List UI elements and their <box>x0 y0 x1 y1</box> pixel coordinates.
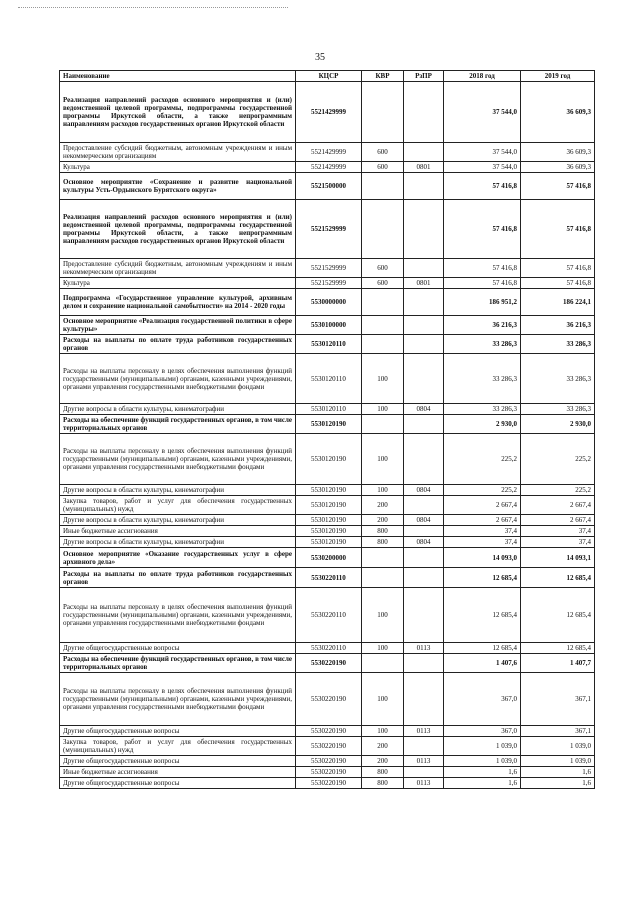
cell-2019: 36 609,3 <box>521 82 595 143</box>
header-2019: 2019 год <box>521 71 595 82</box>
header-rzpr: РзПР <box>404 71 444 82</box>
cell-name: Другие общегосударственные вопросы <box>60 726 296 737</box>
cell-rzpr <box>404 673 444 726</box>
cell-2019: 1,6 <box>521 778 595 789</box>
cell-name: Предоставление субсидий бюджетным, автономным учреждениям и иным некоммерческим организациям <box>60 143 296 162</box>
table-row <box>60 173 595 200</box>
cell-kcsr: 5530120110 <box>296 404 362 415</box>
cell-kcsr: 5521429999 <box>296 162 362 173</box>
cell-2018: 57 416,8 <box>444 278 521 289</box>
cell-2019: 33 286,3 <box>521 335 595 354</box>
cell-name: Расходы на обеспечение функций государственных органов, в том числе территориальных органов <box>60 654 296 673</box>
cell-name: Культура <box>60 278 296 289</box>
cell-name: Другие вопросы в области культуры, кинематографии <box>60 515 296 526</box>
cell-name: Другие общегосударственные вопросы <box>60 643 296 654</box>
cell-2019: 57 416,8 <box>521 278 595 289</box>
cell-2019: 367,1 <box>521 673 595 726</box>
cell-rzpr <box>404 173 444 200</box>
table-row <box>60 316 595 335</box>
cell-name: Закупка товаров, работ и услуг для обеспечения государственных (муниципальных) нужд <box>60 496 296 515</box>
cell-kvr: 100 <box>362 485 404 496</box>
cell-2018: 57 416,8 <box>444 173 521 200</box>
table-row <box>60 335 595 354</box>
cell-name: Другие вопросы в области культуры, кинематографии <box>60 537 296 548</box>
cell-2018: 2 667,4 <box>444 496 521 515</box>
cell-kvr <box>362 415 404 434</box>
cell-kvr: 200 <box>362 515 404 526</box>
cell-kvr: 100 <box>362 434 404 485</box>
cell-kvr: 100 <box>362 354 404 404</box>
cell-rzpr <box>404 588 444 643</box>
cell-2019: 2 930,0 <box>521 415 595 434</box>
cell-kvr <box>362 289 404 316</box>
cell-2018: 37 544,0 <box>444 143 521 162</box>
cell-kcsr: 5521429999 <box>296 143 362 162</box>
cell-kvr: 100 <box>362 726 404 737</box>
table-row <box>60 673 595 726</box>
cell-2019: 2 667,4 <box>521 515 595 526</box>
cell-2018: 2 667,4 <box>444 515 521 526</box>
cell-rzpr <box>404 316 444 335</box>
cell-2018: 37,4 <box>444 526 521 537</box>
cell-kvr: 800 <box>362 778 404 789</box>
cell-kcsr: 5530220190 <box>296 673 362 726</box>
cell-2019: 57 416,8 <box>521 200 595 259</box>
table-row <box>60 259 595 278</box>
cell-kvr <box>362 173 404 200</box>
cell-kvr: 100 <box>362 643 404 654</box>
cell-rzpr <box>404 654 444 673</box>
cell-kcsr: 5530120110 <box>296 354 362 404</box>
cell-rzpr <box>404 496 444 515</box>
cell-2018: 37,4 <box>444 537 521 548</box>
cell-kcsr: 5530120190 <box>296 515 362 526</box>
cell-2019: 367,1 <box>521 726 595 737</box>
cell-rzpr <box>404 434 444 485</box>
cell-rzpr: 0113 <box>404 756 444 767</box>
cell-rzpr: 0804 <box>404 537 444 548</box>
cell-kcsr: 5530220190 <box>296 726 362 737</box>
cell-kcsr: 5530200000 <box>296 548 362 568</box>
cell-kcsr: 5530120190 <box>296 485 362 496</box>
cell-kvr: 200 <box>362 496 404 515</box>
cell-kvr <box>362 654 404 673</box>
cell-2018: 33 286,3 <box>444 354 521 404</box>
cell-kvr: 600 <box>362 278 404 289</box>
page-number: 35 <box>315 52 325 63</box>
cell-kcsr: 5530220190 <box>296 654 362 673</box>
cell-2019: 12 685,4 <box>521 643 595 654</box>
table-row <box>60 415 595 434</box>
cell-rzpr <box>404 143 444 162</box>
cell-rzpr <box>404 526 444 537</box>
table-row <box>60 726 595 737</box>
table-row <box>60 588 595 643</box>
table-row <box>60 548 595 568</box>
cell-kcsr: 5530120190 <box>296 526 362 537</box>
table-row <box>60 289 595 316</box>
cell-name: Расходы на выплаты персоналу в целях обеспечения выполнения функций государственными (муниципальными) органами, казенными учреждениями, органами управления государственными внебюджетными фондами <box>60 673 296 726</box>
cell-rzpr <box>404 354 444 404</box>
cell-rzpr: 0113 <box>404 726 444 737</box>
cell-kvr: 100 <box>362 588 404 643</box>
cell-2019: 1,6 <box>521 767 595 778</box>
cell-2018: 33 286,3 <box>444 404 521 415</box>
cell-kcsr: 5530120110 <box>296 335 362 354</box>
cell-name: Другие вопросы в области культуры, кинематографии <box>60 404 296 415</box>
cell-name: Закупка товаров, работ и услуг для обеспечения государственных (муниципальных) нужд <box>60 737 296 756</box>
cell-rzpr <box>404 767 444 778</box>
cell-name: Расходы на выплаты персоналу в целях обеспечения выполнения функций государственными (муниципальными) органами, казенными учреждениями, органами управления государственными внебюджетными фондами <box>60 354 296 404</box>
cell-kcsr: 5530220190 <box>296 767 362 778</box>
cell-kvr <box>362 316 404 335</box>
table-row <box>60 778 595 789</box>
cell-name: Основное мероприятие «Оказание государственных услуг в сфере архивного дела» <box>60 548 296 568</box>
table-row <box>60 404 595 415</box>
cell-name: Реализация направлений расходов основного мероприятия и (или) ведомственной целевой программы, подпрограммы государственной программы Иркутской области, а также непрограммным направлениям расходов государственных органов Иркутской области <box>60 82 296 143</box>
cell-kcsr: 5521429999 <box>296 82 362 143</box>
cell-rzpr <box>404 335 444 354</box>
cell-rzpr <box>404 737 444 756</box>
table-row <box>60 767 595 778</box>
cell-rzpr: 0801 <box>404 278 444 289</box>
table-row <box>60 537 595 548</box>
cell-rzpr <box>404 289 444 316</box>
cell-2019: 14 093,1 <box>521 548 595 568</box>
cell-kvr <box>362 335 404 354</box>
cell-2019: 2 667,4 <box>521 496 595 515</box>
header-kvr: КВР <box>362 71 404 82</box>
cell-name: Основное мероприятие «Реализация государственной политики в сфере культуры» <box>60 316 296 335</box>
cell-name: Культура <box>60 162 296 173</box>
cell-kvr: 600 <box>362 143 404 162</box>
cell-2018: 12 685,4 <box>444 588 521 643</box>
header-name: Наименование <box>60 71 296 82</box>
cell-kcsr: 5530220190 <box>296 737 362 756</box>
table-row <box>60 737 595 756</box>
cell-2019: 1 039,0 <box>521 737 595 756</box>
cell-2019: 33 286,3 <box>521 404 595 415</box>
cell-2019: 225,2 <box>521 485 595 496</box>
cell-name: Расходы на выплаты по оплате труда работников государственных органов <box>60 568 296 588</box>
cell-2018: 12 685,4 <box>444 568 521 588</box>
cell-rzpr: 0804 <box>404 515 444 526</box>
cell-2019: 225,2 <box>521 434 595 485</box>
cell-name: Расходы на выплаты персоналу в целях обеспечения выполнения функций государственными (муниципальными) органами, казенными учреждениями, органами управления государственными внебюджетными фондами <box>60 588 296 643</box>
cell-kcsr: 5530120190 <box>296 537 362 548</box>
header-kcsr: КЦСР <box>296 71 362 82</box>
table-row <box>60 278 595 289</box>
cell-kcsr: 5530100000 <box>296 316 362 335</box>
cell-2018: 36 216,3 <box>444 316 521 335</box>
cell-kcsr: 5530120190 <box>296 496 362 515</box>
cell-2019: 37,4 <box>521 526 595 537</box>
cell-2019: 57 416,8 <box>521 259 595 278</box>
cell-name: Расходы на выплаты персоналу в целях обеспечения выполнения функций государственными (муниципальными) органами, казенными учреждениями, органами управления государственными внебюджетными фондами <box>60 434 296 485</box>
cell-kvr: 100 <box>362 404 404 415</box>
cell-rzpr: 0804 <box>404 404 444 415</box>
table-row <box>60 354 595 404</box>
cell-kvr <box>362 82 404 143</box>
cell-kvr: 600 <box>362 162 404 173</box>
cell-2018: 2 930,0 <box>444 415 521 434</box>
cell-kcsr: 5530000000 <box>296 289 362 316</box>
cell-kcsr: 5521529999 <box>296 200 362 259</box>
cell-2019: 12 685,4 <box>521 588 595 643</box>
cell-name: Основное мероприятие «Сохранение и развитие национальной культуры Усть-Ордынского Бурятского округа» <box>60 173 296 200</box>
table-body <box>60 82 595 789</box>
cell-kvr: 800 <box>362 767 404 778</box>
cell-2019: 36 609,3 <box>521 162 595 173</box>
cell-2019: 36 609,3 <box>521 143 595 162</box>
cell-2019: 33 286,3 <box>521 354 595 404</box>
cell-2019: 1 407,7 <box>521 654 595 673</box>
table-row <box>60 643 595 654</box>
table-row <box>60 654 595 673</box>
cell-name: Иные бюджетные ассигнования <box>60 767 296 778</box>
cell-kcsr: 5530120190 <box>296 434 362 485</box>
table-row <box>60 434 595 485</box>
cell-2018: 1 039,0 <box>444 737 521 756</box>
table-row <box>60 515 595 526</box>
table-row <box>60 143 595 162</box>
cell-rzpr <box>404 82 444 143</box>
cell-rzpr <box>404 548 444 568</box>
cell-2018: 1,6 <box>444 767 521 778</box>
cell-2019: 12 685,4 <box>521 568 595 588</box>
cell-kvr: 200 <box>362 737 404 756</box>
cell-kcsr: 5530220110 <box>296 568 362 588</box>
cell-kcsr: 5530220190 <box>296 756 362 767</box>
table-row <box>60 568 595 588</box>
cell-kvr: 600 <box>362 259 404 278</box>
budget-table <box>59 70 594 789</box>
cell-name: Предоставление субсидий бюджетным, автономным учреждениям и иным некоммерческим организациям <box>60 259 296 278</box>
cell-kcsr: 5521529999 <box>296 259 362 278</box>
table-row <box>60 496 595 515</box>
cell-rzpr <box>404 259 444 278</box>
cell-2019: 1 039,0 <box>521 756 595 767</box>
table-row <box>60 526 595 537</box>
cell-kcsr: 5530220110 <box>296 643 362 654</box>
cell-2019: 186 224,1 <box>521 289 595 316</box>
cell-kvr <box>362 568 404 588</box>
cell-name: Другие общегосударственные вопросы <box>60 778 296 789</box>
cell-kcsr: 5530120190 <box>296 415 362 434</box>
cell-rzpr: 0804 <box>404 485 444 496</box>
cell-2018: 1,6 <box>444 778 521 789</box>
table-row <box>60 756 595 767</box>
cell-2019: 36 216,3 <box>521 316 595 335</box>
cell-2018: 37 544,0 <box>444 162 521 173</box>
table-header-row <box>60 71 595 82</box>
cell-kvr: 100 <box>362 673 404 726</box>
cell-2019: 37,4 <box>521 537 595 548</box>
cell-kcsr: 5530220190 <box>296 778 362 789</box>
cell-name: Реализация направлений расходов основного мероприятия и (или) ведомственной целевой программы, подпрограммы государственной программы Иркутской области, а также непрограммным направлениям расходов государственных органов Иркутской области <box>60 200 296 259</box>
cell-2018: 225,2 <box>444 434 521 485</box>
cell-kcsr: 5521500000 <box>296 173 362 200</box>
cell-kvr: 200 <box>362 756 404 767</box>
cell-rzpr: 0801 <box>404 162 444 173</box>
table-row <box>60 485 595 496</box>
cell-kcsr: 5521529999 <box>296 278 362 289</box>
cell-2018: 367,0 <box>444 673 521 726</box>
cell-rzpr <box>404 568 444 588</box>
cell-name: Другие общегосударственные вопросы <box>60 756 296 767</box>
cell-2018: 1 407,6 <box>444 654 521 673</box>
cell-2018: 367,0 <box>444 726 521 737</box>
cell-2018: 57 416,8 <box>444 200 521 259</box>
cell-rzpr: 0113 <box>404 643 444 654</box>
cell-2018: 12 685,4 <box>444 643 521 654</box>
table-row <box>60 162 595 173</box>
header-2018: 2018 год <box>444 71 521 82</box>
table-row <box>60 82 595 143</box>
cell-name: Иные бюджетные ассигнования <box>60 526 296 537</box>
cell-kvr: 800 <box>362 537 404 548</box>
cell-rzpr: 0113 <box>404 778 444 789</box>
cell-rzpr <box>404 415 444 434</box>
cell-2018: 57 416,8 <box>444 259 521 278</box>
cell-2019: 57 416,8 <box>521 173 595 200</box>
cell-kvr <box>362 200 404 259</box>
cell-2018: 186 951,2 <box>444 289 521 316</box>
cell-2018: 33 286,3 <box>444 335 521 354</box>
table-row <box>60 200 595 259</box>
cell-2018: 37 544,0 <box>444 82 521 143</box>
cell-name: Расходы на обеспечение функций государственных органов, в том числе территориальных органов <box>60 415 296 434</box>
cell-2018: 14 093,0 <box>444 548 521 568</box>
scan-header-artifact <box>18 7 288 10</box>
cell-rzpr <box>404 200 444 259</box>
cell-name: Расходы на выплаты по оплате труда работников государственных органов <box>60 335 296 354</box>
cell-2018: 1 039,0 <box>444 756 521 767</box>
cell-kvr <box>362 548 404 568</box>
cell-name: Другие вопросы в области культуры, кинематографии <box>60 485 296 496</box>
cell-2018: 225,2 <box>444 485 521 496</box>
cell-kvr: 800 <box>362 526 404 537</box>
cell-name: Подпрограмма «Государственное управление культурой, архивным делом и сохранение национальной самобытности» на 2014 - 2020 годы <box>60 289 296 316</box>
cell-kcsr: 5530220110 <box>296 588 362 643</box>
